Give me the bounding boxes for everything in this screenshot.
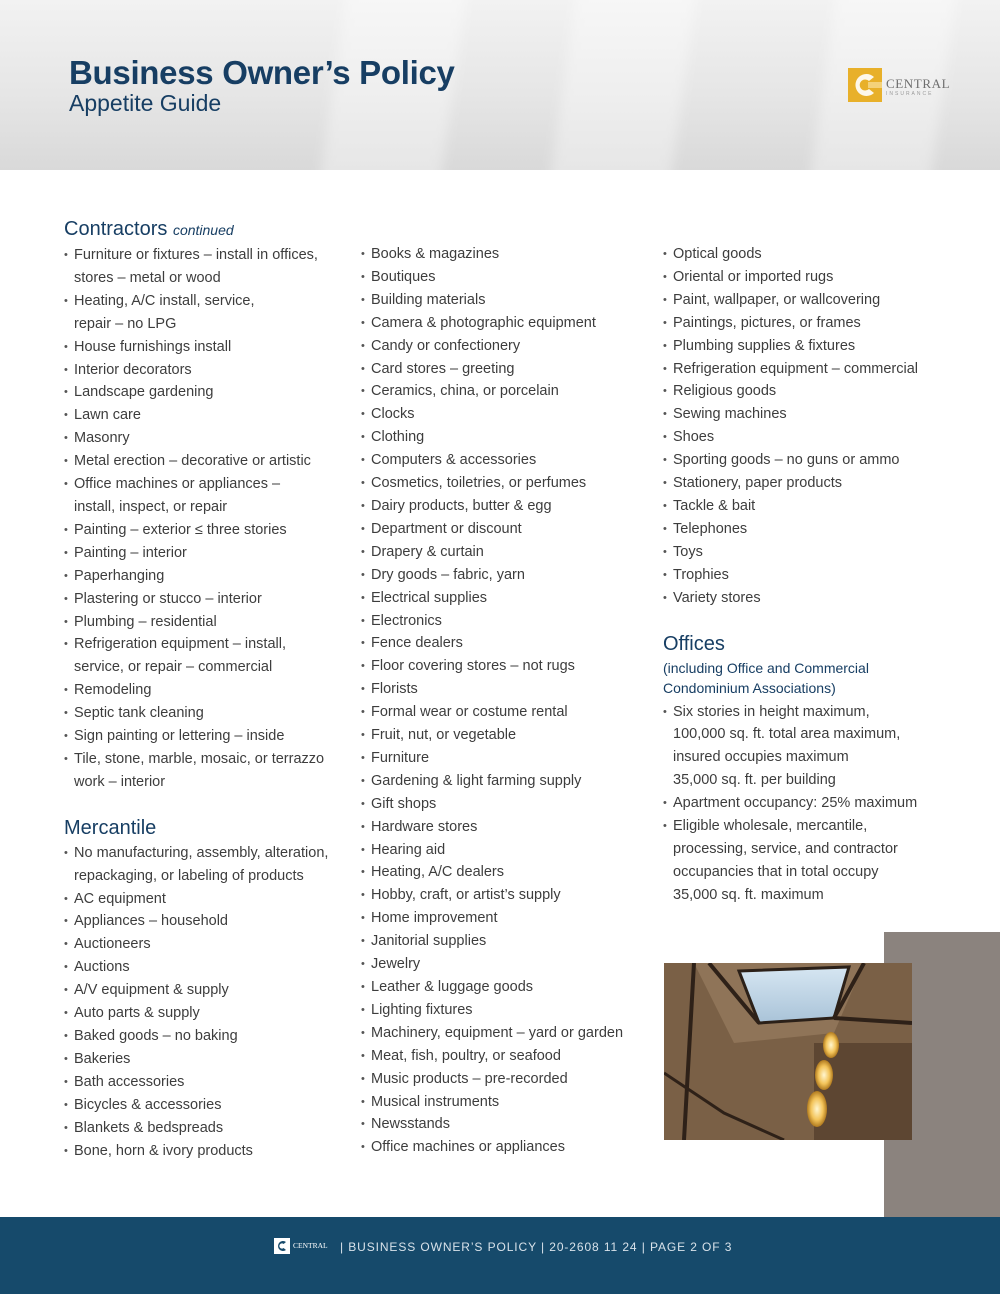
list-item: • Paintings, pictures, or frames bbox=[663, 312, 963, 335]
list-item: • Shoes bbox=[663, 426, 963, 449]
list-item: • Hardware stores bbox=[361, 816, 651, 839]
list-item: • Tackle & bait bbox=[663, 495, 963, 518]
list-item: • Tile, stone, marble, mosaic, or terrazzo work – interior bbox=[64, 748, 349, 794]
mercantile-list-continued bbox=[663, 243, 963, 610]
list-item: • Sewing machines bbox=[663, 403, 963, 426]
list-item: • Remodeling bbox=[64, 679, 349, 702]
list-item: • Auto parts & supply bbox=[64, 1002, 349, 1025]
mercantile-list bbox=[64, 842, 349, 1163]
list-item: • Auctioneers bbox=[64, 933, 349, 956]
list-item: • Janitorial supplies bbox=[361, 930, 651, 953]
list-item: • Dairy products, butter & egg bbox=[361, 495, 651, 518]
list-item: • Boutiques bbox=[361, 266, 651, 289]
list-item: • Clothing bbox=[361, 426, 651, 449]
logo-wordmark: CENTRAL bbox=[886, 76, 951, 91]
list-item: • Variety stores bbox=[663, 587, 963, 610]
column-1 bbox=[64, 218, 349, 1162]
list-item: • Appliances – household bbox=[64, 910, 349, 933]
list-item: • Office machines or appliances – install, inspect, or repair bbox=[64, 473, 349, 519]
contractors-list bbox=[64, 244, 349, 794]
list-item: • Dry goods – fabric, yarn bbox=[361, 564, 651, 587]
list-item: • Florists bbox=[361, 678, 651, 701]
page-subtitle: Appetite Guide bbox=[69, 90, 222, 116]
list-item: • Building materials bbox=[361, 289, 651, 312]
list-item: • Six stories in height maximum, 100,000 sq. ft. total area maximum, insured occupies maximum 35,000 sq. ft. per building bbox=[663, 701, 963, 793]
list-item: • Home improvement bbox=[361, 907, 651, 930]
list-item: • Painting – interior bbox=[64, 542, 349, 565]
list-item: • Lighting fixtures bbox=[361, 999, 651, 1022]
list-item: • Machinery, equipment – yard or garden bbox=[361, 1022, 651, 1045]
footer-bar bbox=[0, 1217, 1000, 1294]
list-item: • Music products – pre-recorded bbox=[361, 1068, 651, 1091]
list-item: • Optical goods bbox=[663, 243, 963, 266]
list-item: • Bath accessories bbox=[64, 1071, 349, 1094]
list-item: • Telephones bbox=[663, 518, 963, 541]
list-item: • Baked goods – no baking bbox=[64, 1025, 349, 1048]
list-item: • Landscape gardening bbox=[64, 381, 349, 404]
footer-text: | BUSINESS OWNER’S POLICY | 20-2608 11 24 | PAGE 2 OF 3 bbox=[340, 1240, 733, 1254]
central-logo-mark-icon bbox=[848, 68, 882, 102]
list-item: • Apartment occupancy: 25% maximum bbox=[663, 792, 963, 815]
list-item: • Gardening & light farming supply bbox=[361, 770, 651, 793]
footer-central-logo-icon bbox=[274, 1238, 332, 1254]
list-item: • Auctions bbox=[64, 956, 349, 979]
list-item: • Paint, wallpaper, or wallcovering bbox=[663, 289, 963, 312]
list-item: • Hearing aid bbox=[361, 839, 651, 862]
list-item: • Leather & luggage goods bbox=[361, 976, 651, 999]
list-item: • Eligible wholesale, mercantile, processing, service, and contractor occupancies that in total occupy 35,000 sq. ft. maximum bbox=[663, 815, 963, 907]
list-item: • Oriental or imported rugs bbox=[663, 266, 963, 289]
list-item: • Formal wear or costume rental bbox=[361, 701, 651, 724]
list-item: • Refrigeration equipment – install, service, or repair – commercial bbox=[64, 633, 349, 679]
offices-heading: Offices bbox=[663, 632, 725, 655]
offices-list bbox=[663, 701, 963, 907]
banner-light-streak bbox=[542, 0, 699, 170]
contractors-heading: Contractors continued bbox=[64, 218, 234, 240]
list-item: • Furniture bbox=[361, 747, 651, 770]
list-item: • Ceramics, china, or porcelain bbox=[361, 380, 651, 403]
list-item: • Gift shops bbox=[361, 793, 651, 816]
page-title: Business Owner’s Policy bbox=[69, 54, 455, 91]
list-item: • Interior decorators bbox=[64, 359, 349, 382]
list-item: • Painting – exterior ≤ three stories bbox=[64, 519, 349, 542]
logo-subtext: INSURANCE bbox=[886, 91, 934, 97]
list-item: • Electrical supplies bbox=[361, 587, 651, 610]
central-logo bbox=[848, 68, 968, 102]
list-item: • Lawn care bbox=[64, 404, 349, 427]
list-item: • Electronics bbox=[361, 610, 651, 633]
column-2 bbox=[361, 218, 651, 1159]
mercantile-heading: Mercantile bbox=[64, 816, 157, 839]
list-item: • Computers & accessories bbox=[361, 449, 651, 472]
list-item: • Camera & photographic equipment bbox=[361, 312, 651, 335]
list-item: • A/V equipment & supply bbox=[64, 979, 349, 1002]
list-item: • Metal erection – decorative or artistic bbox=[64, 450, 349, 473]
list-item: • Plumbing supplies & fixtures bbox=[663, 335, 963, 358]
list-item: • Plastering or stucco – interior bbox=[64, 588, 349, 611]
column-3 bbox=[663, 218, 963, 907]
list-item: • Furniture or fixtures – install in offices, stores – metal or wood bbox=[64, 244, 349, 290]
list-item: • Septic tank cleaning bbox=[64, 702, 349, 725]
list-item: • Bone, horn & ivory products bbox=[64, 1140, 349, 1163]
list-item: • Trophies bbox=[663, 564, 963, 587]
continued-label: continued bbox=[172, 222, 234, 238]
list-item: • Plumbing – residential bbox=[64, 611, 349, 634]
list-item: • Fruit, nut, or vegetable bbox=[361, 724, 651, 747]
list-item: • Clocks bbox=[361, 403, 651, 426]
list-item: • Office machines or appliances bbox=[361, 1136, 651, 1159]
list-item: • Heating, A/C dealers bbox=[361, 861, 651, 884]
list-item: • Floor covering stores – not rugs bbox=[361, 655, 651, 678]
list-item: • Jewelry bbox=[361, 953, 651, 976]
list-item: • Hobby, craft, or artist’s supply bbox=[361, 884, 651, 907]
list-item: • Paperhanging bbox=[64, 565, 349, 588]
list-item: • Religious goods bbox=[663, 380, 963, 403]
list-item: • Meat, fish, poultry, or seafood bbox=[361, 1045, 651, 1068]
list-item: • Blankets & bedspreads bbox=[64, 1117, 349, 1140]
list-item: • AC equipment bbox=[64, 888, 349, 911]
stairwell-photo bbox=[664, 963, 912, 1140]
list-item: • Bakeries bbox=[64, 1048, 349, 1071]
list-item: • Sporting goods – no guns or ammo bbox=[663, 449, 963, 472]
list-item: • Department or discount bbox=[361, 518, 651, 541]
list-item: • Bicycles & accessories bbox=[64, 1094, 349, 1117]
mercantile-list-continued bbox=[361, 243, 651, 1159]
header-banner bbox=[0, 0, 1000, 170]
list-item: • House furnishings install bbox=[64, 336, 349, 359]
list-item: • Refrigeration equipment – commercial bbox=[663, 358, 963, 381]
list-item: • Drapery & curtain bbox=[361, 541, 651, 564]
list-item: • Books & magazines bbox=[361, 243, 651, 266]
footer-logo-text: CENTRAL bbox=[293, 1241, 328, 1250]
list-item: • Candy or confectionery bbox=[361, 335, 651, 358]
offices-subheading: (including Office and Commercial Condominium Associations) bbox=[663, 659, 869, 696]
list-item: • Cosmetics, toiletries, or perfumes bbox=[361, 472, 651, 495]
list-item: • Stationery, paper products bbox=[663, 472, 963, 495]
list-item: • Toys bbox=[663, 541, 963, 564]
list-item: • Fence dealers bbox=[361, 632, 651, 655]
list-item: • Musical instruments bbox=[361, 1091, 651, 1114]
list-item: • Sign painting or lettering – inside bbox=[64, 725, 349, 748]
list-item: • Card stores – greeting bbox=[361, 358, 651, 381]
list-item: • No manufacturing, assembly, alteration, repackaging, or labeling of products bbox=[64, 842, 349, 888]
list-item: • Newsstands bbox=[361, 1113, 651, 1136]
list-item: • Masonry bbox=[64, 427, 349, 450]
list-item: • Heating, A/C install, service, repair – no LPG bbox=[64, 290, 349, 336]
